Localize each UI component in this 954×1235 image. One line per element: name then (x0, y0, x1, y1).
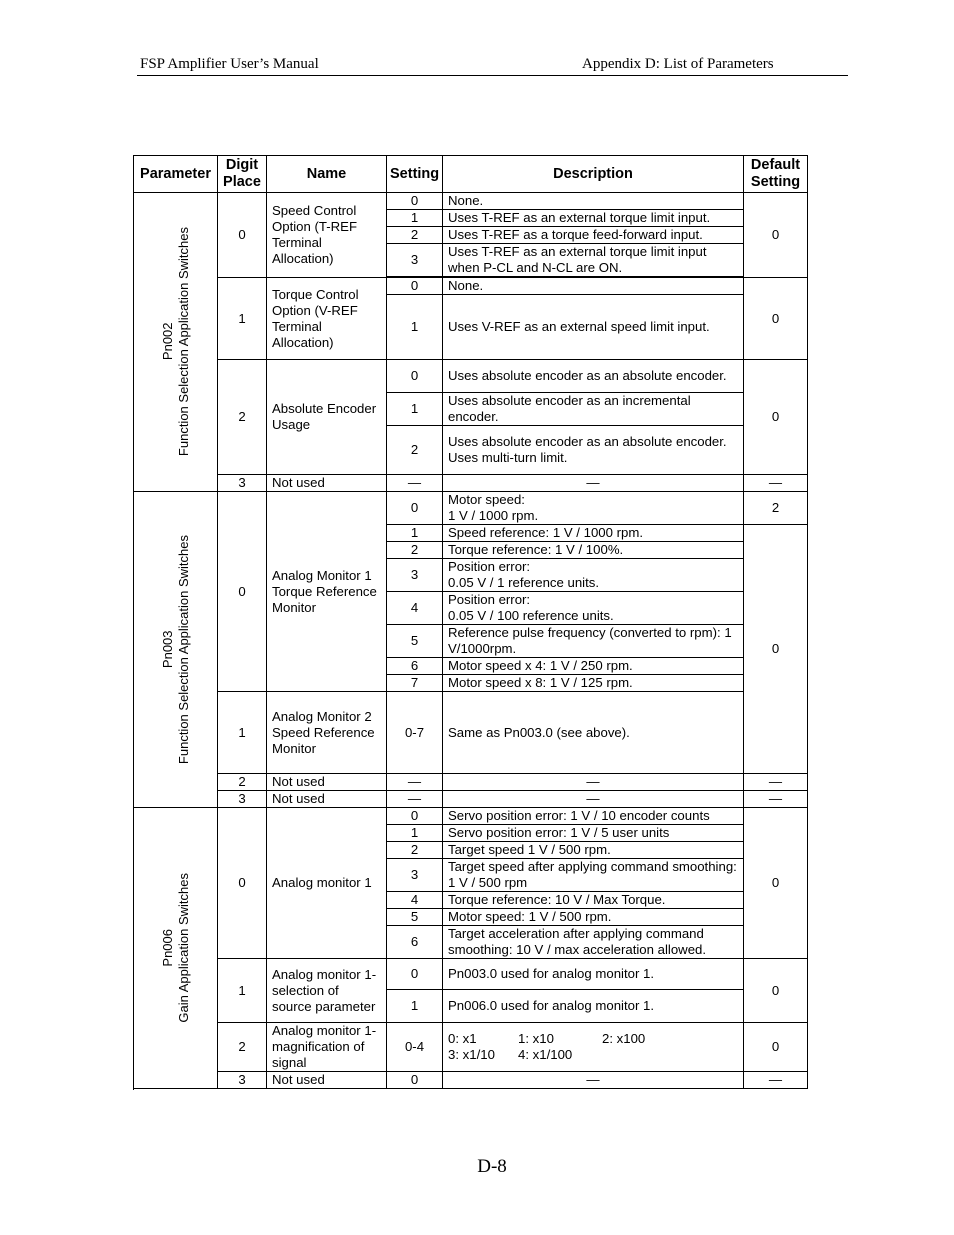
description-cell: None. (443, 193, 744, 210)
digit-cell: 2 (218, 360, 267, 475)
setting-cell: 3 (387, 244, 443, 277)
name-cell: Speed Control Option (T-REF Terminal Allocation) (267, 193, 387, 278)
setting-cell: — (387, 475, 443, 492)
param-code: Pn006 (159, 929, 175, 967)
table-row (134, 808, 808, 825)
description-cell: Motor speed: 1 V / 500 rpm. (443, 909, 744, 926)
default-cell: 0 (744, 360, 808, 475)
name-cell: Analog monitor 1- magnification of signal (267, 1023, 387, 1072)
param-cell-pn003 (134, 492, 218, 808)
digit-cell: 2 (218, 774, 267, 791)
name-cell: Analog Monitor 2 Speed Reference Monitor (267, 692, 387, 774)
description-cell: Target acceleration after applying command smoothing: 10 V / max acceleration allowed. (443, 926, 744, 959)
name-cell: Not used (267, 475, 387, 492)
table-row (134, 774, 808, 791)
description-cell: Uses absolute encoder as an incremental encoder. (443, 393, 744, 426)
setting-cell: 1 (387, 210, 443, 227)
default-cell: 0 (744, 525, 808, 774)
digit-cell: 3 (218, 475, 267, 492)
table-row (134, 692, 808, 774)
description-cell: Motor speed x 4: 1 V / 250 rpm. (443, 658, 744, 675)
setting-cell: 0 (387, 959, 443, 990)
description-cell: Pn006.0 used for analog monitor 1. (443, 990, 744, 1023)
setting-cell: 1 (387, 393, 443, 426)
setting-cell: 0 (387, 1072, 443, 1089)
default-cell: — (744, 791, 808, 808)
setting-cell: 2 (387, 227, 443, 244)
description-cell: Uses T-REF as a torque feed-forward input. (443, 227, 744, 244)
setting-cell: — (387, 791, 443, 808)
magnification-option: 2: x100 (602, 1031, 646, 1046)
description-cell: — (443, 791, 744, 808)
param-group: Function Selection Application Switches (175, 227, 191, 457)
magnification-option: 3: x1/10 (448, 1047, 495, 1062)
default-cell: 0 (744, 959, 808, 1023)
digit-cell: 0 (218, 492, 267, 692)
header-manual-title: FSP Amplifier User’s Manual (140, 56, 319, 72)
setting-cell: 2 (387, 542, 443, 559)
description-cell: Uses T-REF as an external torque limit input when P-CL and N-CL are ON. (443, 244, 744, 277)
default-cell: — (744, 475, 808, 492)
table-row (134, 492, 808, 525)
setting-cell: 6 (387, 658, 443, 675)
setting-cell: 7 (387, 675, 443, 692)
setting-cell: 4 (387, 592, 443, 625)
description-cell: Uses absolute encoder as an absolute encoder. Uses multi-turn limit. (443, 426, 744, 475)
default-cell: 2 (744, 492, 808, 525)
name-cell: Analog monitor 1 (267, 808, 387, 959)
setting-cell: 0 (387, 193, 443, 210)
setting-cell: — (387, 774, 443, 791)
table-header-row (134, 156, 808, 193)
description-cell: Position error: 0.05 V / 1 reference units. (443, 559, 744, 592)
description-cell: Pn003.0 used for analog monitor 1. (443, 959, 744, 990)
digit-cell: 0 (218, 193, 267, 278)
description-cell: Target speed after applying command smoothing: 1 V / 500 rpm (443, 859, 744, 892)
setting-cell: 1 (387, 295, 443, 360)
header-setting: Setting (387, 156, 443, 193)
description-cell: Uses V-REF as an external speed limit input. (443, 295, 744, 360)
description-cell: Torque reference: 1 V / 100%. (443, 542, 744, 559)
setting-cell: 0 (387, 808, 443, 825)
setting-cell: 1 (387, 525, 443, 542)
header-name: Name (267, 156, 387, 193)
magnification-list (448, 1031, 738, 1063)
param-code: Pn003 (159, 630, 175, 669)
digit-cell: 3 (218, 791, 267, 808)
description-cell: — (443, 475, 744, 492)
name-cell: Absolute Encoder Usage (267, 360, 387, 475)
header-description: Description (443, 156, 744, 193)
description-cell: Motor speed: 1 V / 1000 rpm. (443, 492, 744, 525)
default-cell: 0 (744, 1023, 808, 1072)
description-cell: Servo position error: 1 V / 5 user units (443, 825, 744, 842)
description-cell: Uses T-REF as an external torque limit input. (443, 210, 744, 227)
name-cell: Torque Control Option (V-REF Terminal Allocation) (267, 278, 387, 360)
name-cell: Not used (267, 791, 387, 808)
description-cell: Uses absolute encoder as an absolute encoder. (443, 360, 744, 393)
magnification-option: 1: x10 (518, 1031, 554, 1046)
default-cell: — (744, 1072, 808, 1089)
digit-cell: 1 (218, 692, 267, 774)
description-cell: Position error: 0.05 V / 100 reference units. (443, 592, 744, 625)
description-cell: Same as Pn003.0 (see above). (443, 692, 744, 774)
param-cell-pn006 (134, 808, 218, 1089)
param-code: Pn002 (159, 323, 175, 361)
setting-cell: 0-7 (387, 692, 443, 774)
description-cell: Torque reference: 10 V / Max Torque. (443, 892, 744, 909)
digit-cell: 0 (218, 808, 267, 959)
table-row (134, 475, 808, 492)
name-cell: Not used (267, 1072, 387, 1089)
setting-cell: 0 (387, 278, 443, 295)
description-cell: Reference pulse frequency (converted to rpm): 1 V/1000rpm. (443, 625, 744, 658)
header-divider (137, 75, 848, 76)
setting-cell: 3 (387, 859, 443, 892)
default-cell: 0 (744, 193, 808, 278)
setting-cell: 0-4 (387, 1023, 443, 1072)
description-cell: Speed reference: 1 V / 1000 rpm. (443, 525, 744, 542)
setting-cell: 0 (387, 360, 443, 393)
setting-cell: 4 (387, 892, 443, 909)
description-cell: — (443, 774, 744, 791)
description-cell: None. (443, 278, 744, 295)
description-cell: Motor speed x 8: 1 V / 125 rpm. (443, 675, 744, 692)
setting-cell: 3 (387, 559, 443, 592)
setting-cell: 2 (387, 842, 443, 859)
setting-cell: 0 (387, 492, 443, 525)
setting-cell: 2 (387, 426, 443, 475)
header-digit-place: Digit Place (218, 156, 267, 193)
table-row (134, 278, 808, 295)
digit-cell: 1 (218, 278, 267, 360)
table-row (134, 1023, 808, 1072)
magnification-option: 4: x1/100 (518, 1047, 573, 1062)
param-cell-pn002 (134, 193, 218, 492)
setting-cell: 5 (387, 909, 443, 926)
name-cell: Analog Monitor 1 Torque Reference Monitor (267, 492, 387, 692)
default-cell: 0 (744, 808, 808, 959)
param-group: Gain Application Switches (175, 873, 191, 1023)
magnification-option: 0: x1 (448, 1031, 477, 1046)
header-section-title: Appendix D: List of Parameters (582, 56, 774, 72)
table-row (134, 360, 808, 393)
description-cell (443, 1023, 744, 1072)
table-row (134, 959, 808, 990)
description-cell: Servo position error: 1 V / 10 encoder counts (443, 808, 744, 825)
description-cell: Target speed 1 V / 500 rpm. (443, 842, 744, 859)
header-parameter: Parameter (134, 156, 218, 193)
table-row (134, 791, 808, 808)
page-number: D-8 (477, 1156, 507, 1177)
param-group: Function Selection Application Switches (175, 534, 191, 765)
default-cell: — (744, 774, 808, 791)
table-row (134, 1072, 808, 1089)
digit-cell: 1 (218, 959, 267, 1023)
default-cell: 0 (744, 278, 808, 360)
digit-cell: 3 (218, 1072, 267, 1089)
name-cell: Not used (267, 774, 387, 791)
digit-cell: 2 (218, 1023, 267, 1072)
header-default-setting: Default Setting (744, 156, 808, 193)
setting-cell: 1 (387, 825, 443, 842)
name-cell: Analog monitor 1-selection of source parameter (267, 959, 387, 1023)
description-cell: — (443, 1072, 744, 1089)
parameters-table (133, 155, 808, 1089)
setting-cell: 6 (387, 926, 443, 959)
setting-cell: 5 (387, 625, 443, 658)
table-row (134, 193, 808, 210)
setting-cell: 1 (387, 990, 443, 1023)
